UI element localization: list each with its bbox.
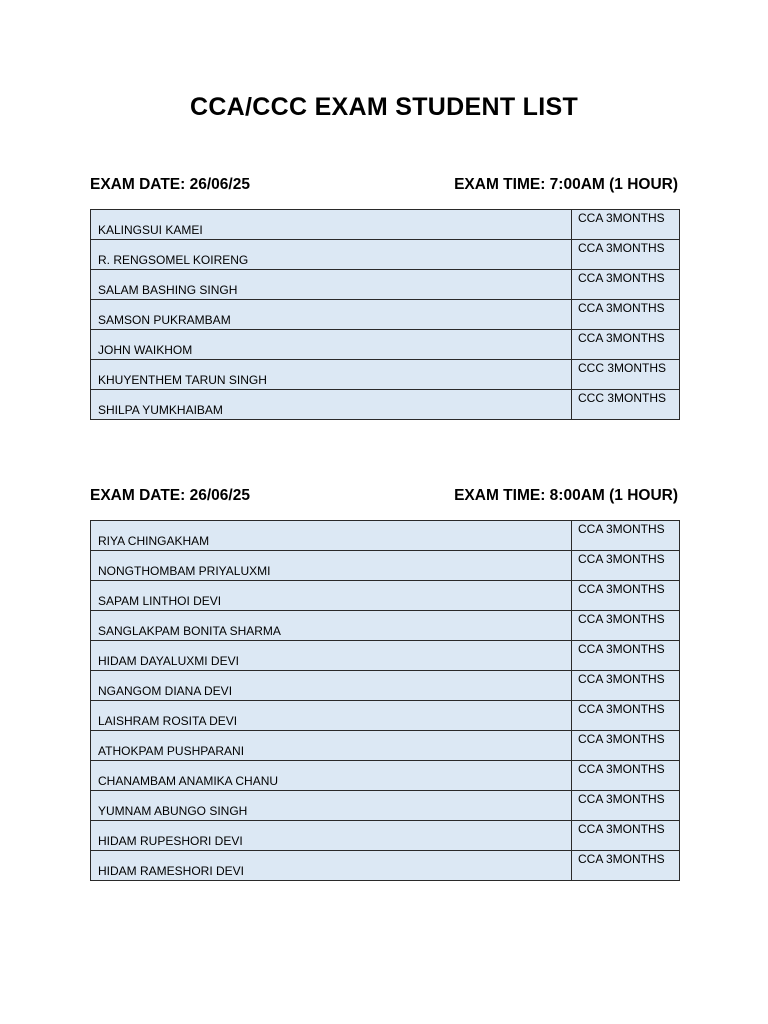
exam-time: EXAM TIME: 8:00AM (1 HOUR) — [454, 487, 678, 504]
exam-date: EXAM DATE: 26/06/25 — [90, 176, 250, 193]
course-cell: CCA 3MONTHS — [572, 851, 680, 881]
table-row — [91, 240, 680, 270]
student-table-body — [91, 210, 680, 420]
student-name-cell: SAPAM LINTHOI DEVI — [91, 581, 572, 611]
student-name-cell: SALAM BASHING SINGH — [91, 270, 572, 300]
student-table-session-1 — [90, 209, 680, 420]
course-cell: CCA 3MONTHS — [572, 240, 680, 270]
student-name-cell: JOHN WAIKHOM — [91, 330, 572, 360]
course-cell: CCA 3MONTHS — [572, 761, 680, 791]
student-name-cell: HIDAM DAYALUXMI DEVI — [91, 641, 572, 671]
student-name-cell: KALINGSUI KAMEI — [91, 210, 572, 240]
student-table-session-2 — [90, 520, 680, 881]
table-row — [91, 641, 680, 671]
table-row — [91, 731, 680, 761]
student-name-cell: NONGTHOMBAM PRIYALUXMI — [91, 551, 572, 581]
course-cell: CCA 3MONTHS — [572, 791, 680, 821]
course-cell: CCA 3MONTHS — [572, 551, 680, 581]
student-name-cell: SHILPA YUMKHAIBAM — [91, 390, 572, 420]
student-name-cell: SANGLAKPAM BONITA SHARMA — [91, 611, 572, 641]
course-cell: CCA 3MONTHS — [572, 701, 680, 731]
student-name-cell: RIYA CHINGAKHAM — [91, 521, 572, 551]
exam-date: EXAM DATE: 26/06/25 — [90, 487, 250, 504]
table-row — [91, 270, 680, 300]
student-name-cell: R. RENGSOMEL KOIRENG — [91, 240, 572, 270]
table-row — [91, 701, 680, 731]
course-cell: CCA 3MONTHS — [572, 330, 680, 360]
student-name-cell: YUMNAM ABUNGO SINGH — [91, 791, 572, 821]
course-cell: CCC 3MONTHS — [572, 390, 680, 420]
course-cell: CCA 3MONTHS — [572, 300, 680, 330]
table-row — [91, 300, 680, 330]
student-name-cell: ATHOKPAM PUSHPARANI — [91, 731, 572, 761]
course-cell: CCA 3MONTHS — [572, 641, 680, 671]
table-row — [91, 851, 680, 881]
table-row — [91, 761, 680, 791]
course-cell: CCA 3MONTHS — [572, 581, 680, 611]
course-cell: CCA 3MONTHS — [572, 611, 680, 641]
course-cell: CCA 3MONTHS — [572, 210, 680, 240]
table-row — [91, 390, 680, 420]
session-2-header — [90, 487, 678, 509]
course-cell: CCA 3MONTHS — [572, 521, 680, 551]
document-title: CCA/CCC EXAM STUDENT LIST — [189, 93, 579, 121]
table-row — [91, 360, 680, 390]
course-cell: CCC 3MONTHS — [572, 360, 680, 390]
student-name-cell: SAMSON PUKRAMBAM — [91, 300, 572, 330]
student-table-body — [91, 521, 680, 881]
course-cell: CCA 3MONTHS — [572, 671, 680, 701]
student-name-cell: KHUYENTHEM TARUN SINGH — [91, 360, 572, 390]
course-cell: CCA 3MONTHS — [572, 731, 680, 761]
table-row — [91, 330, 680, 360]
student-name-cell: CHANAMBAM ANAMIKA CHANU — [91, 761, 572, 791]
table-row — [91, 210, 680, 240]
student-name-cell: HIDAM RUPESHORI DEVI — [91, 821, 572, 851]
table-row — [91, 551, 680, 581]
student-name-cell: NGANGOM DIANA DEVI — [91, 671, 572, 701]
table-row — [91, 581, 680, 611]
table-row — [91, 791, 680, 821]
table-row — [91, 521, 680, 551]
student-name-cell: HIDAM RAMESHORI DEVI — [91, 851, 572, 881]
table-row — [91, 671, 680, 701]
exam-time: EXAM TIME: 7:00AM (1 HOUR) — [454, 176, 678, 193]
table-row — [91, 611, 680, 641]
table-row — [91, 821, 680, 851]
course-cell: CCA 3MONTHS — [572, 270, 680, 300]
session-1-header — [90, 176, 678, 198]
student-name-cell: LAISHRAM ROSITA DEVI — [91, 701, 572, 731]
course-cell: CCA 3MONTHS — [572, 821, 680, 851]
